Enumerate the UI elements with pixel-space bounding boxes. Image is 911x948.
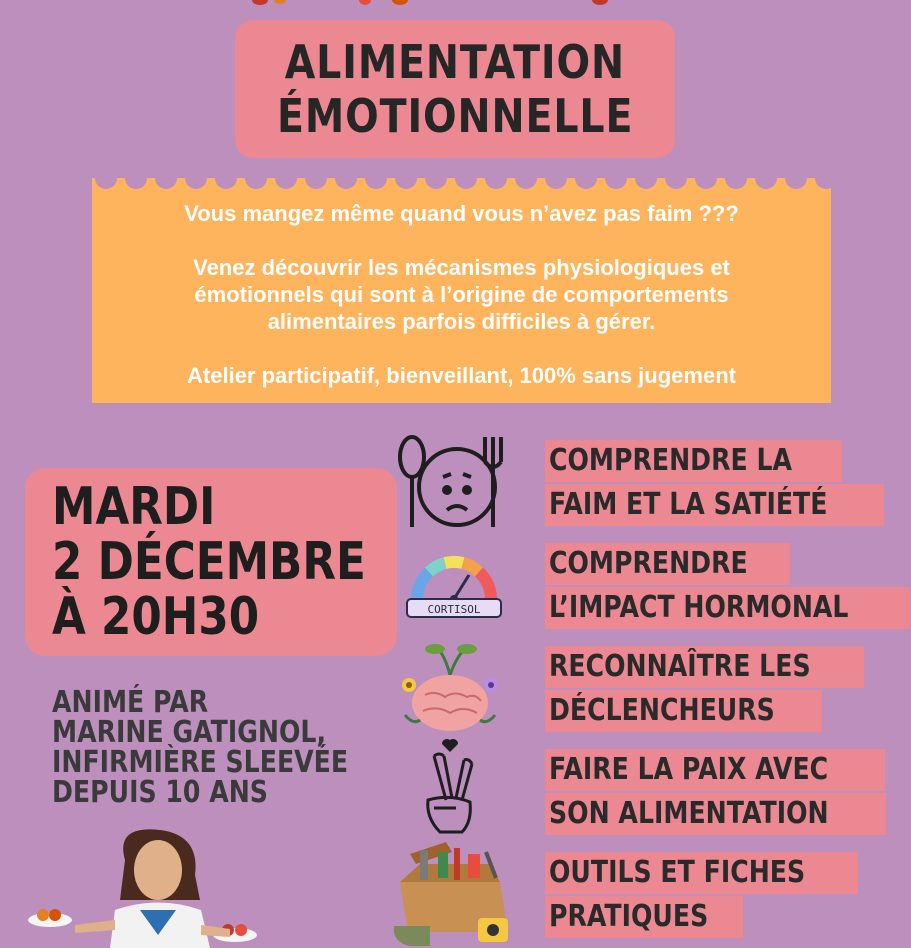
host-line-3: INFIRMIÈRE SLEEVÉE bbox=[52, 745, 349, 780]
point-hormonal-impact bbox=[545, 543, 910, 629]
info-tagline: Atelier participatif, bienveillant, 100% sans jugement bbox=[187, 363, 736, 388]
host-photo bbox=[15, 825, 265, 948]
point-2-line-1: COMPRENDRE bbox=[549, 546, 748, 581]
point-5-line-1: OUTILS ET FICHES bbox=[549, 855, 806, 890]
info-body-line-1: Venez découvrir les mécanismes physiologiques et bbox=[193, 255, 730, 280]
cortisol-gauge-icon bbox=[405, 553, 503, 619]
top-decoration bbox=[250, 0, 630, 8]
point-hunger-satiety bbox=[545, 440, 884, 526]
title-line-2: ÉMOTIONNELLE bbox=[276, 89, 634, 143]
host-info bbox=[52, 685, 382, 810]
date-time: À 20H30 bbox=[52, 587, 260, 647]
date-banner bbox=[25, 468, 397, 656]
scallop-edge bbox=[92, 178, 831, 192]
point-1-line-1: COMPRENDRE LA bbox=[549, 443, 793, 478]
host-line-4: DEPUIS 10 ANS bbox=[52, 775, 268, 810]
point-2-line-2: L’IMPACT HORMONAL bbox=[549, 590, 849, 625]
point-3-line-2: DÉCLENCHEURS bbox=[549, 693, 775, 728]
info-box bbox=[92, 178, 831, 403]
info-question: Vous mangez même quand vous n’avez pas faim ??? bbox=[184, 201, 739, 226]
info-body-line-3: alimentaires parfois difficiles à gérer. bbox=[267, 309, 656, 334]
title-line-1: ALIMENTATION bbox=[284, 35, 626, 89]
brain-flowers-icon bbox=[395, 635, 505, 733]
hungry-face-fork-spoon-icon bbox=[395, 432, 520, 532]
host-line-1: ANIMÉ PAR bbox=[52, 685, 209, 720]
point-peace-food bbox=[545, 749, 886, 835]
title-banner bbox=[235, 20, 675, 158]
point-triggers bbox=[545, 646, 864, 732]
info-text bbox=[92, 200, 831, 389]
date-date: 2 DÉCEMBRE bbox=[52, 532, 366, 592]
toolbox-icon bbox=[390, 842, 520, 948]
peace-hand-heart-icon bbox=[420, 738, 480, 838]
point-5-line-2: PRATIQUES bbox=[549, 899, 709, 934]
point-4-line-1: FAIRE LA PAIX AVEC bbox=[549, 752, 829, 787]
point-3-line-1: RECONNAÎTRE LES bbox=[549, 649, 811, 684]
gauge-label: CORTISOL bbox=[427, 603, 481, 616]
point-tools bbox=[545, 852, 858, 938]
point-1-line-2: FAIM ET LA SATIÉTÉ bbox=[549, 487, 828, 522]
point-4-line-2: SON ALIMENTATION bbox=[549, 796, 829, 831]
host-line-2: MARINE GATIGNOL, bbox=[52, 715, 327, 750]
date-day: MARDI bbox=[52, 477, 216, 537]
info-body-line-2: émotionnels qui sont à l’origine de comportements bbox=[194, 282, 729, 307]
